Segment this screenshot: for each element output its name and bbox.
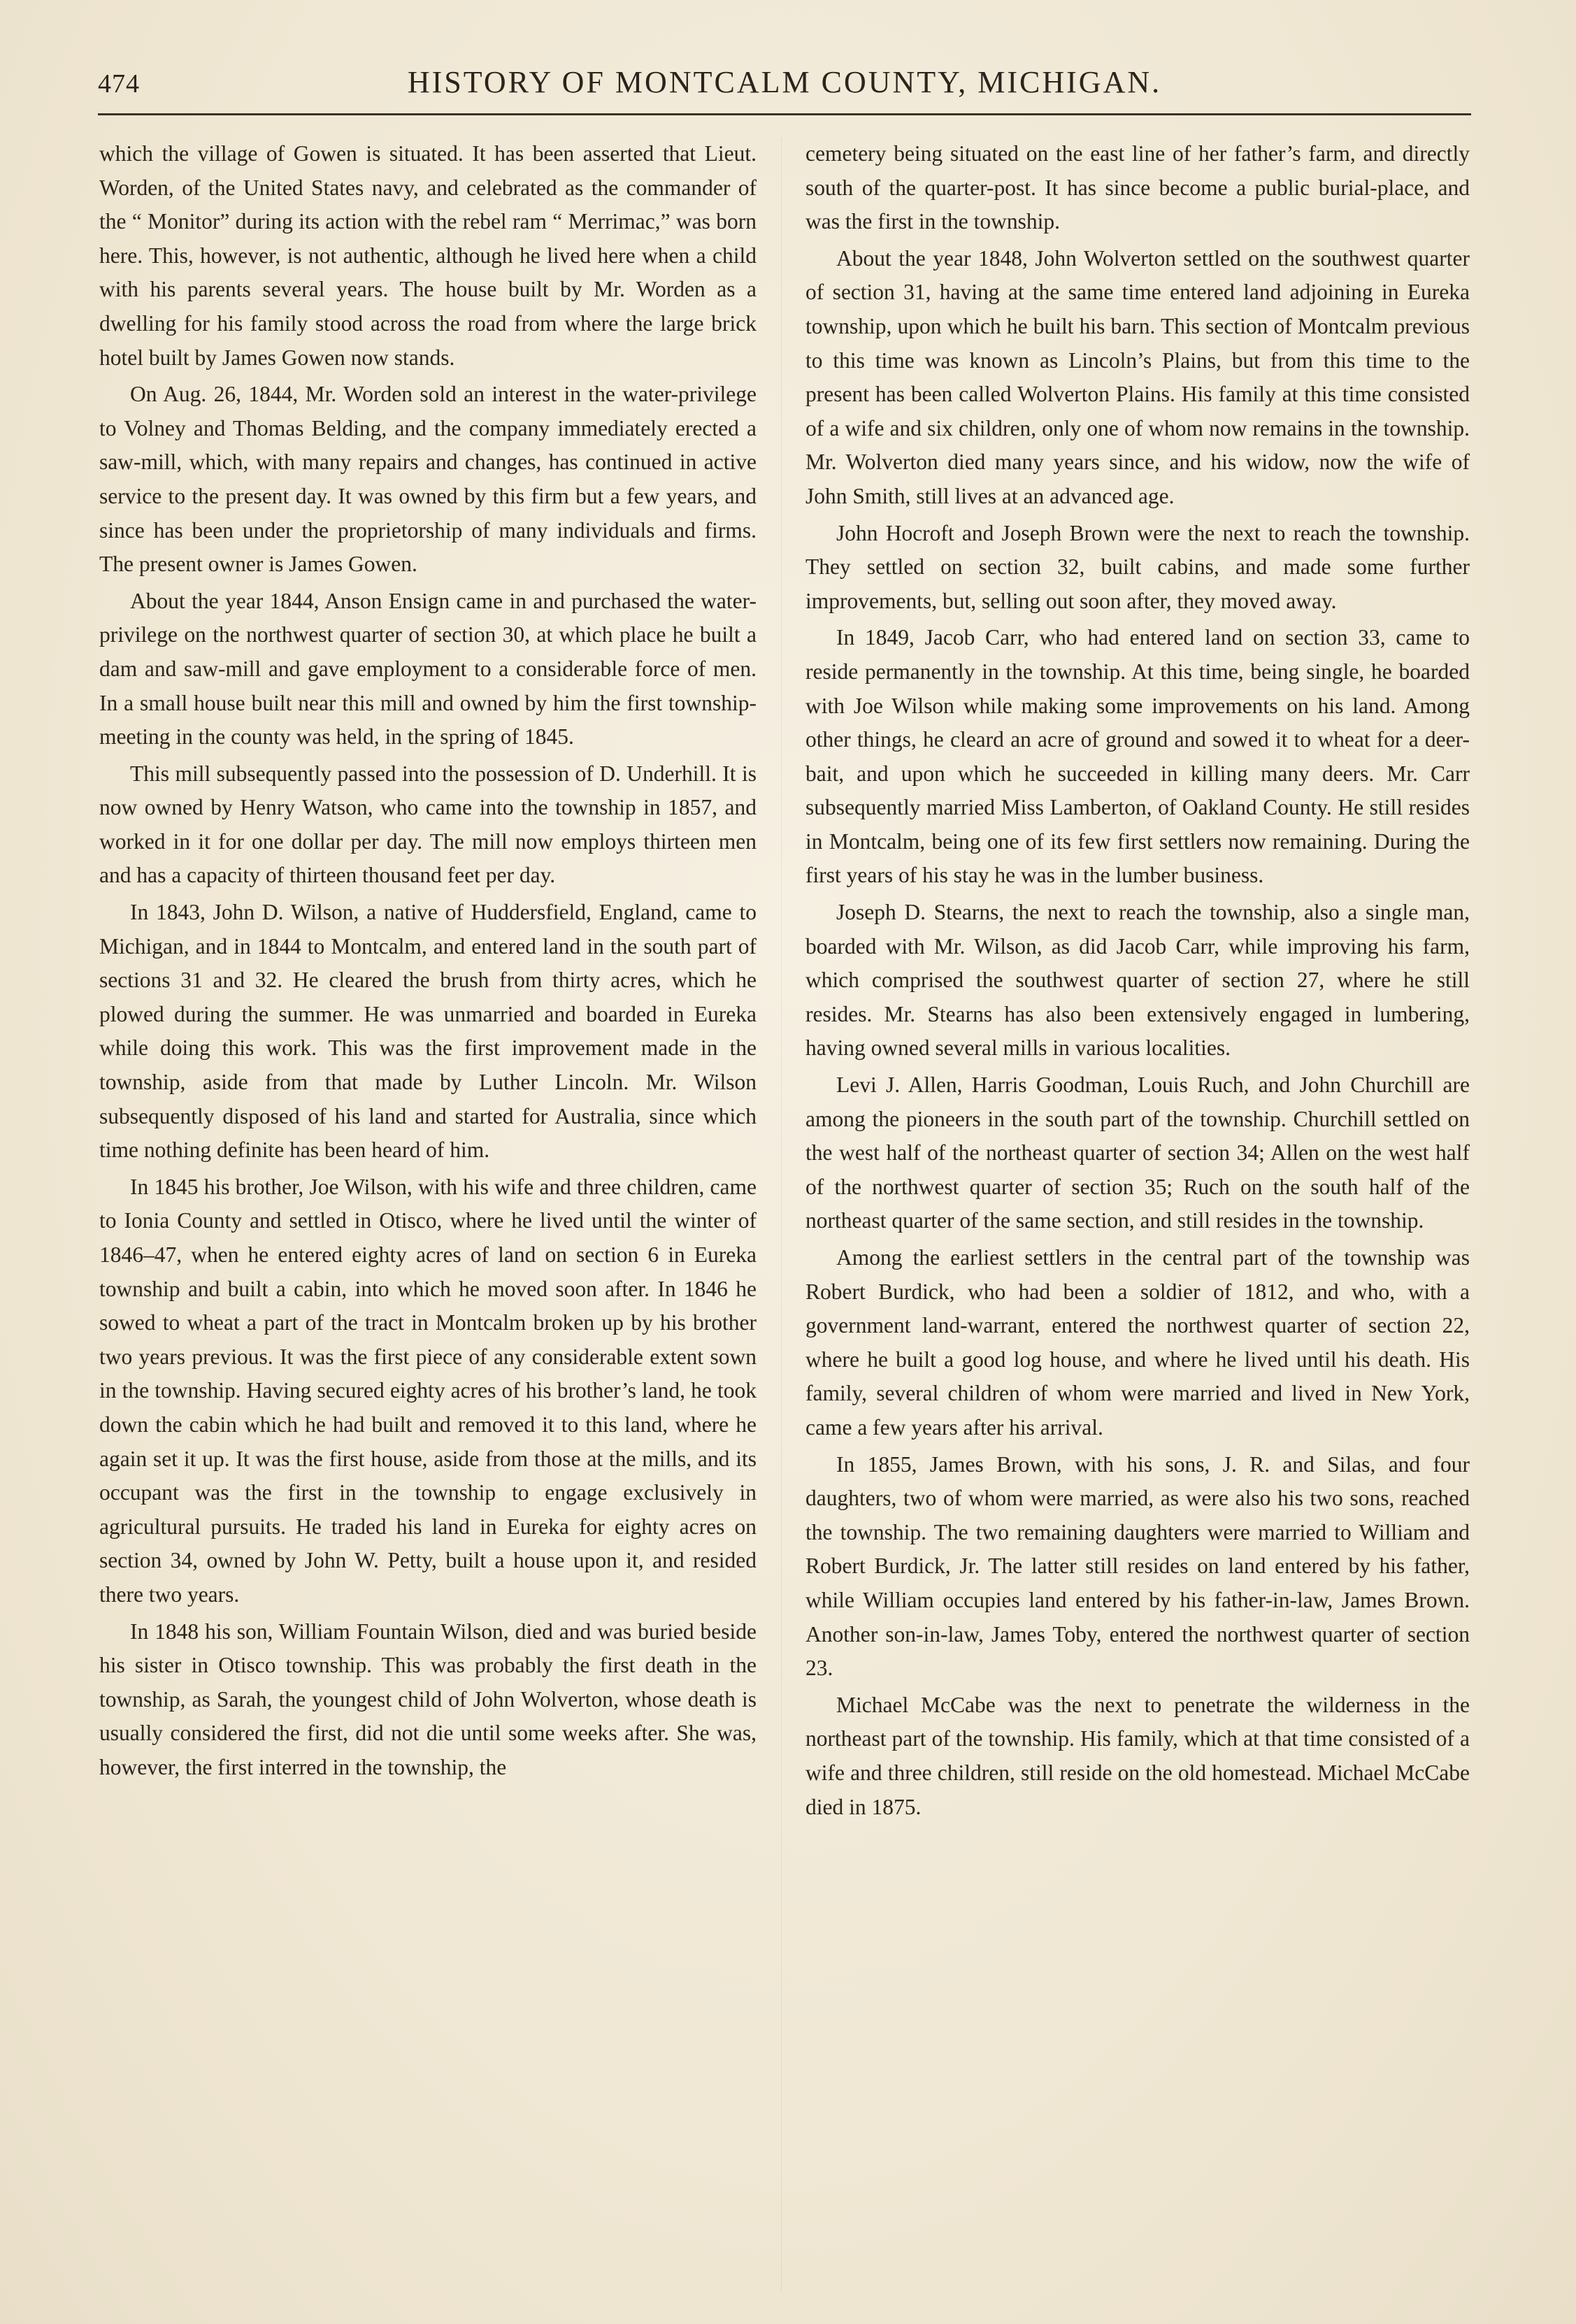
paragraph: This mill subsequently passed into the possession of D. Underhill. It is now owned by Henry Watson, who came into the township in 1857, and worked in it for one dollar per day. The mill now employs thirteen men and has a capacity of thirteen thousand feet per day. (99, 761, 757, 888)
paragraph: Michael McCabe was the next to penetrate the wilderness in the northeast part of the township. His family, which at that time consisted of a wife and three children, still reside on the old homestead. Michael McCabe died in 1875. (805, 1692, 1470, 1819)
paragraph: which the village of Gowen is situated. It has been asserted that Lieut. Worden, of the United States navy, and celebrated as the commander of the “ Monitor” during its action with the rebel ram “ Merrimac,” was born here. This, however, is not authentic, although he lived here when a child with his parents several years. The house built by Mr. Worden as a dwelling for his family stood across the road from where the large brick hotel built by James Gowen now stands. (99, 141, 757, 370)
page-header (98, 64, 1471, 106)
paragraph: On Aug. 26, 1844, Mr. Worden sold an interest in the water-privilege to Volney and Thomas Belding, and the company immediately erected a saw-mill, which, with many repairs and changes, has continued in active service to the present day. It was owned by this firm but a few years, and since has been under the proprietorship of many individuals and firms. The present owner is James Gowen. (99, 382, 757, 577)
header-rule (98, 113, 1471, 115)
paragraph: In 1855, James Brown, with his sons, J. R. and Silas, and four daughters, two of whom were married, as were also his two sons, reached the township. The two remaining daughters were married to William and Robert Burdick, Jr. The latter still resides on land entered by his father, while William occupies land entered by his father-in-law, James Brown. Another son-in-law, James Toby, entered the northwest quarter of section 23. (805, 1451, 1470, 1681)
running-title: HISTORY OF MONTCALM COUNTY, MICHIGAN. (407, 65, 1162, 99)
paragraph: cemetery being situated on the east line of her father’s farm, and directly south of the quarter-post. It has since become a public burial-place, and was the first in the township. (805, 141, 1470, 234)
paragraph: John Hocroft and Joseph Brown were the next to reach the township. They settled on section 32, built cabins, and made some further improvements, but, selling out soon after, they moved away. (805, 520, 1470, 613)
column-divider (781, 138, 782, 2292)
paragraph: In 1843, John D. Wilson, a native of Huddersfield, England, came to Michigan, and in 1844 to Montcalm, and entered land in the south part of sections 31 and 32. He cleared the brush from thirty acres, which he plowed during the summer. He was unmarried and boarded in Eureka while doing this work. This was the first improvement made in the township, aside from that made by Luther Lincoln. Mr. Wilson subsequently disposed of his land and started for Australia, since which time nothing definite has been heard of him. (99, 900, 757, 1163)
page-number: 474 (98, 69, 140, 99)
paragraph: In 1845 his brother, Joe Wilson, with his wife and three children, came to Ionia County and settled in Otisco, where he lived until the winter of 1846–47, when he entered eighty acres of land on section 6 in Eureka township and built a cabin, into which he moved soon after. In 1846 he sowed to wheat a part of the tract in Montcalm broken up by his brother two years previous. It was the first piece of any considerable extent sown in the township. Having secured eighty acres of his brother’s land, he took down the cabin which he had built and removed it to this land, where he again set it up. It was the first house, aside from those at the mills, and its occupant was the first in the township to engage exclusively in agricultural pursuits. He traded his land in Eureka for eighty acres on section 34, owned by John W. Petty, built a house upon it, and resided there two years. (99, 1174, 757, 1607)
paragraph: Levi J. Allen, Harris Goodman, Louis Ruch, and John Churchill are among the pioneers in the south part of the township. Churchill settled on the west half of the northeast quarter of section 34; Allen on the west half of the northwest quarter of section 35; Ruch on the south half of the northeast quarter of the same section, and still resides in the township. (805, 1073, 1470, 1233)
paragraph: About the year 1848, John Wolverton settled on the southwest quarter of section 31, having at the same time entered land adjoining in Eureka township, upon which he built his barn. This section of Montcalm previous to this time was known as Lincoln’s Plains, but from this time to the present has been called Wolverton Plains. His family at this time consisted of a wife and six children, only one of whom now remains in the township. Mr. Wolverton died many years since, and his widow, now the wife of John Smith, still lives at an advanced age. (805, 245, 1470, 508)
paragraph: Among the earliest settlers in the central part of the township was Robert Burdick, who had been a soldier of 1812, and who, with a government land-warrant, entered the northwest quarter of section 22, where he built a good log house, and where he lived until his death. His family, several children of whom were married and lived in New York, came a few years after his arrival. (805, 1245, 1470, 1440)
paragraph: About the year 1844, Anson Ensign came in and purchased the water-privilege on the northwest quarter of section 30, at which place he built a dam and saw-mill and gave employment to a considerable force of men. In a small house built near this mill and owned by him the first township-meeting in the county was held, in the spring of 1845. (99, 588, 757, 749)
left-column (99, 137, 757, 1785)
right-column (805, 137, 1470, 1824)
paragraph: In 1849, Jacob Carr, who had entered land on section 33, came to reside permanently in the township. At this time, being single, he boarded with Joe Wilson while making some improvements on his land. Among other things, he cleard an acre of ground and sowed it to wheat for a deer-bait, and upon which he succeeded in killing many deers. Mr. Carr subsequently married Miss Lamberton, of Oakland County. He still resides in Montcalm, being one of its few first settlers now remaining. During the first years of his stay he was in the lumber business. (805, 625, 1470, 888)
paragraph: In 1848 his son, William Fountain Wilson, died and was buried beside his sister in Otisco township. This was probably the first death in the township, as Sarah, the youngest child of John Wolverton, whose death is usually considered the first, did not die until some weeks after. She was, however, the first interred in the township, the (99, 1619, 757, 1779)
paragraph: Joseph D. Stearns, the next to reach the township, also a single man, boarded with Mr. Wilson, as did Jacob Carr, while improving his farm, which comprised the southwest quarter of section 27, where he still resides. Mr. Stearns has also been extensively engaged in lumbering, having owned several mills in various localities. (805, 900, 1470, 1061)
